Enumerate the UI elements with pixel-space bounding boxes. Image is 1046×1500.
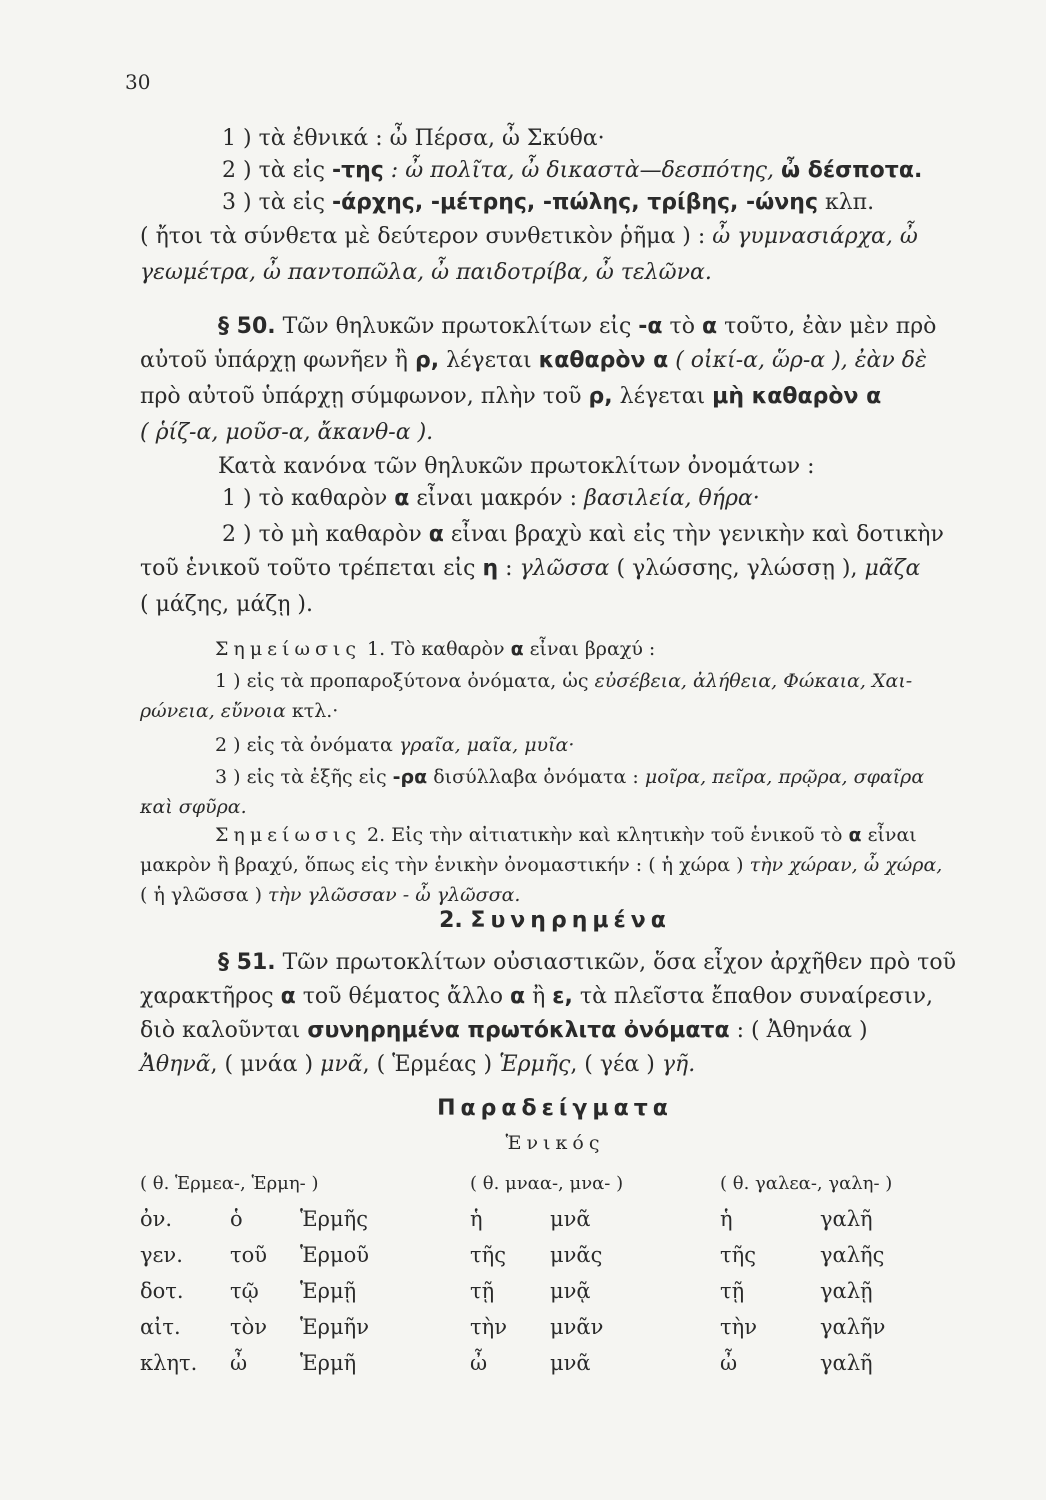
paragraph-51-line: διὸ καλοῦνται συνηρημένα πρωτόκλιτα ὀνόματα : ( Ἀθηνάα ) bbox=[140, 1018, 868, 1043]
table-header-row bbox=[140, 1165, 960, 1201]
note-1-line: 1 ) εἰς τὰ προπαροξύτονα ὀνόματα, ὡς εὐσέβεια, ἀλήθεια, Φώκαια, Χαι- bbox=[215, 670, 913, 692]
paragraph-51-line: § 51. Τῶν πρωτοκλίτων οὐσιαστικῶν, ὅσα εἶχον ἀρχῆθεν πρὸ τοῦ bbox=[218, 950, 956, 975]
note-1-line: καὶ σφῦρα. bbox=[140, 796, 247, 818]
case-label: ὀν. bbox=[140, 1207, 173, 1231]
table-header: ( θ. Ἑρμεα-, Ἑρμη- ) bbox=[140, 1172, 319, 1194]
article: τῷ bbox=[230, 1279, 259, 1303]
case-label: αἰτ. bbox=[140, 1315, 181, 1339]
article: τῆς bbox=[470, 1243, 506, 1267]
text-line: Κατὰ κανόνα τῶν θηλυκῶν πρωτοκλίτων ὀνομάτων : bbox=[218, 454, 815, 479]
noun-form: μνᾷ bbox=[550, 1279, 591, 1303]
table-header: ( θ. μναα-, μνα- ) bbox=[470, 1172, 624, 1194]
article: ἡ bbox=[470, 1207, 483, 1231]
noun-form: Ἑρμοῦ bbox=[300, 1243, 370, 1267]
note-2-line: Σημείωσις 2. Εἰς τὴν αἰτιατικὴν καὶ κλητικὴν τοῦ ἑνικοῦ τὸ α εἶναι bbox=[215, 824, 917, 846]
note-1-line: 3 ) εἰς τὰ ἑξῆς εἰς -ρα δισύλλαβα ὀνόματα : μοῖρα, πεῖρα, πρῷρα, σφαῖρα bbox=[215, 766, 925, 788]
article: τοῦ bbox=[230, 1243, 268, 1267]
paragraph-50-line: αὐτοῦ ὑπάρχῃ φωνῆεν ἢ ρ, λέγεται καθαρὸν α ( οἰκί-α, ὥρ-α ), ἐὰν δὲ bbox=[140, 348, 927, 373]
article: τὴν bbox=[720, 1315, 757, 1339]
case-label: γεν. bbox=[140, 1243, 183, 1267]
note-1-line: 2 ) εἰς τὰ ὀνόματα γραῖα, μαῖα, μυῖα· bbox=[215, 734, 575, 756]
article: τῇ bbox=[720, 1279, 745, 1303]
table-row bbox=[140, 1273, 960, 1309]
note-2-line: μακρὸν ἢ βραχύ, ὅπως εἰς τὴν ἑνικὴν ὀνομαστικήν : ( ἡ χώρα ) τὴν χώραν, ὦ χώρα, bbox=[140, 854, 943, 876]
article: τὸν bbox=[230, 1315, 268, 1339]
text-line: 1 ) τὰ ἐθνικά : ὦ Πέρσα, ὦ Σκύθα· bbox=[222, 126, 605, 151]
text-line: 3 ) τὰ εἰς -άρχης, -μέτρης, -πώλης, τρίβης, -ώνης κλπ. bbox=[222, 190, 875, 215]
noun-form: Ἑρμῇ bbox=[300, 1279, 357, 1303]
noun-form: γαλῆ bbox=[820, 1207, 873, 1231]
noun-form: μνᾶ bbox=[550, 1351, 591, 1375]
text-line: τοῦ ἑνικοῦ τοῦτο τρέπεται εἰς η : γλῶσσα ( γλώσσης, γλώσσῃ ), μᾶζα bbox=[140, 556, 921, 581]
noun-form: γαλῆν bbox=[820, 1315, 886, 1339]
article: τῇ bbox=[470, 1279, 495, 1303]
article: ὦ bbox=[470, 1351, 488, 1375]
noun-form: γαλῇ bbox=[820, 1279, 873, 1303]
article: ὁ bbox=[230, 1207, 243, 1231]
noun-form: Ἑρμῆ bbox=[300, 1351, 357, 1375]
table-row bbox=[140, 1345, 960, 1381]
text-line: ( ἤτοι τὰ σύνθετα μὲ δεύτερον συνθετικὸν ῥῆμα ) : ὦ γυμνασιάρχα, ὦ bbox=[140, 224, 918, 249]
noun-form: Ἑρμῆν bbox=[300, 1315, 370, 1339]
singular-heading: Ἑνικός bbox=[505, 1132, 605, 1154]
text-line: 2 ) τὸ μὴ καθαρὸν α εἶναι βραχὺ καὶ εἰς τὴν γενικὴν καὶ δοτικὴν bbox=[222, 522, 944, 547]
text-line: 1 ) τὸ καθαρὸν α εἶναι μακρόν : βασιλεία, θήρα· bbox=[222, 486, 760, 511]
noun-form: μνᾶς bbox=[550, 1243, 603, 1267]
note-1-line: ρώνεια, εὔνοια κτλ.· bbox=[140, 700, 339, 722]
examples-heading: Παραδείγματα bbox=[437, 1096, 673, 1121]
text-line: γεωμέτρα, ὦ παντοπῶλα, ὦ παιδοτρίβα, ὦ τελῶνα. bbox=[140, 260, 712, 285]
table-row bbox=[140, 1201, 960, 1237]
article: τῆς bbox=[720, 1243, 756, 1267]
table-row bbox=[140, 1309, 960, 1345]
section-heading: 2. Συνηρημένα bbox=[439, 908, 671, 933]
noun-form: γαλῆ bbox=[820, 1351, 873, 1375]
table-header: ( θ. γαλεα-, γαλη- ) bbox=[720, 1172, 893, 1194]
noun-form: γαλῆς bbox=[820, 1243, 885, 1267]
text-line: ( μάζης, μάζῃ ). bbox=[140, 592, 313, 617]
paragraph-51-line: Ἀθηνᾶ, ( μνάα ) μνᾶ, ( Ἑρμέας ) Ἑρμῆς, ( γέα ) γῆ. bbox=[140, 1052, 696, 1077]
paragraph-50-line: § 50. Τῶν θηλυκῶν πρωτοκλίτων εἰς -α τὸ α τοῦτο, ἐὰν μὲν πρὸ bbox=[218, 314, 937, 339]
page-number: 30 bbox=[125, 70, 151, 94]
table-row bbox=[140, 1237, 960, 1273]
paragraph-50-line: ( ῥίζ-α, μοῦσ-α, ἄκανθ-α ). bbox=[140, 420, 434, 445]
text-line: 2 ) τὰ εἰς -της : ὦ πολῖτα, ὦ δικαστὰ—δεσπότης, ὦ δέσποτα. bbox=[222, 158, 923, 183]
case-label: κλητ. bbox=[140, 1351, 198, 1375]
paragraph-51-line: χαρακτῆρος α τοῦ θέματος ἄλλο α ἢ ε, τὰ πλεῖστα ἔπαθον συναίρεσιν, bbox=[140, 984, 933, 1009]
case-label: δοτ. bbox=[140, 1279, 184, 1303]
paragraph-50-line: πρὸ αὐτοῦ ὑπάρχῃ σύμφωνον, πλὴν τοῦ ρ, λέγεται μὴ καθαρὸν α bbox=[140, 384, 882, 409]
article: τὴν bbox=[470, 1315, 507, 1339]
article: ὦ bbox=[720, 1351, 738, 1375]
article: ὦ bbox=[230, 1351, 248, 1375]
noun-form: Ἑρμῆς bbox=[300, 1207, 369, 1231]
note-1-line: Σημείωσις 1. Τὸ καθαρὸν α εἶναι βραχύ : bbox=[215, 638, 656, 660]
noun-form: μνᾶν bbox=[550, 1315, 604, 1339]
note-2-line: ( ἡ γλῶσσα ) τὴν γλῶσσαν - ὦ γλῶσσα. bbox=[140, 884, 521, 906]
section-mark: § 51. bbox=[218, 950, 276, 975]
noun-form: μνᾶ bbox=[550, 1207, 591, 1231]
declension-table bbox=[140, 1165, 960, 1381]
section-mark: § 50. bbox=[218, 314, 276, 339]
article: ἡ bbox=[720, 1207, 733, 1231]
